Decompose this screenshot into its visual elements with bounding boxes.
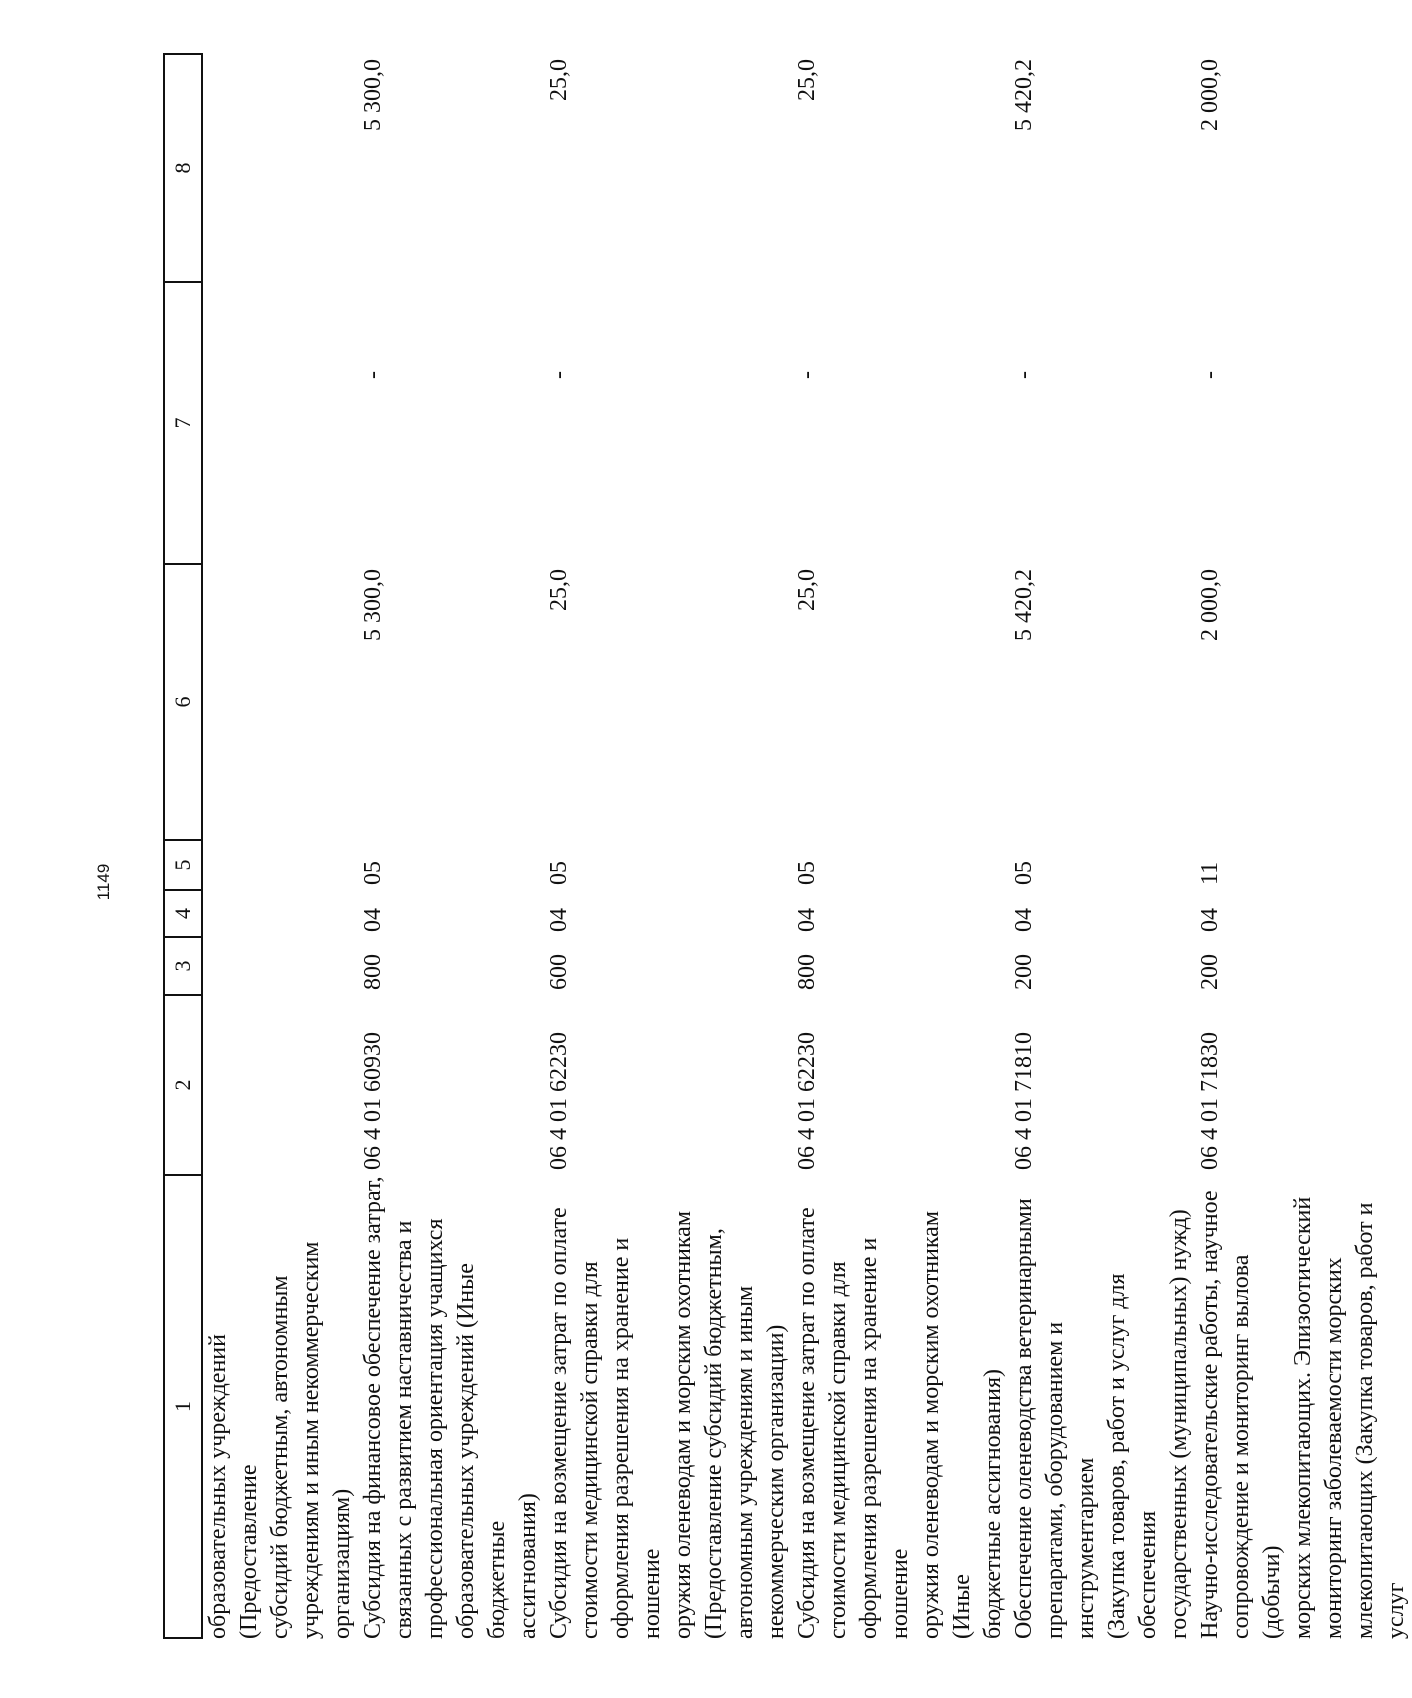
row-sum-col8: 25,0 [546,59,572,101]
header-col-4: 4 [163,889,203,936]
table-row [544,53,792,1639]
row-sum-col6: 25,0 [794,569,820,611]
header-col-6: 6 [163,563,203,839]
row-code: 06 4 01 71830 [1197,1032,1223,1170]
row-rz [203,889,358,936]
row-vr [203,936,358,994]
table-header [163,53,203,1639]
table-row [1009,53,1195,1639]
row-vr: 800 [360,954,386,990]
row-rz: 04 [360,908,386,932]
row-pr: 05 [360,861,386,885]
budget-table [163,53,1409,1639]
row-pr: 05 [1011,861,1037,885]
row-sum-col8: 2 000,0 [1197,59,1223,131]
row-sum-col7: - [794,371,820,379]
row-code: 06 4 01 62230 [794,1032,820,1170]
header-col-7: 7 [163,281,203,563]
row-sum-col8: 5 420,2 [1011,59,1037,131]
header-col-5: 5 [163,839,203,889]
row-code: 06 4 01 71810 [1011,1032,1037,1170]
header-col-3: 3 [163,936,203,994]
row-sum-col6: 5 300,0 [360,569,386,641]
row-code: 06 4 01 62230 [546,1032,572,1170]
row-description: Обеспечение оленеводства ветеринарными препаратами, оборудованием и инструментарием (Закупка товаров, работ и услуг для обеспечения государственных (муниципальных) нужд) [1011,1198,1192,1639]
row-description: Научно-исследовательские работы, научное сопровождение и мониторинг вылова (добычи) морских млекопитающих. Эпизоотический мониторинг заболеваемости морских млекопитающих (Закупка товаров, работ и услуг [1197,1190,1409,1639]
row-pr: 05 [794,861,820,885]
row-sum-col6: 5 420,2 [1011,569,1037,641]
row-sum-col6 [203,563,358,839]
row-pr: 05 [546,861,572,885]
row-vr: 200 [1197,954,1223,990]
row-vr: 800 [794,954,820,990]
row-pr: 11 [1197,861,1223,885]
row-description: Субсидия на возмещение затрат по оплате стоимости медицинской справки для оформления разрешения на хранение и ношение оружия оленеводам и морским охотникам (Предоставление субсидий бюджетным, автономным учреждениям и иным некоммерческим организации) [546,1207,789,1639]
row-sum-col7: - [1197,371,1223,379]
header-col-2: 2 [163,994,203,1174]
row-sum-col7: - [546,371,572,379]
row-rz: 04 [794,908,820,932]
row-description: образовательных учреждений (Предоставление субсидий бюджетным, автономным учреждениям и иным некоммерческим организациям) [205,1241,355,1639]
row-sum-col8 [203,53,358,281]
page-number: 1149 [94,863,113,901]
table-row [203,53,358,1639]
row-rz: 04 [1011,908,1037,932]
row-vr: 200 [1011,954,1037,990]
header-col-1: 1 [163,1174,203,1639]
row-description: Субсидия на возмещение затрат по оплате стоимости медицинской справки для оформления разрешения на хранение и ношение оружия оленеводам и морским охотникам (Иные бюджетные ассигнования) [794,1207,1006,1639]
row-sum-col6: 25,0 [546,569,572,611]
row-sum-col7: - [360,371,386,379]
row-sum-col8: 5 300,0 [360,59,386,131]
row-vr: 600 [546,954,572,990]
table-body [203,53,1412,1639]
row-rz: 04 [1197,908,1223,932]
header-col-8: 8 [163,53,203,281]
row-code [203,994,358,1174]
row-sum-col7 [203,281,358,563]
row-pr [203,839,358,889]
row-code: 06 4 01 60930 [360,1032,386,1170]
row-sum-col8: 25,0 [794,59,820,101]
row-sum-col7: - [1011,371,1037,379]
table-row [358,53,544,1639]
row-rz: 04 [546,908,572,932]
table-row [1195,53,1412,1639]
row-description: Субсидия на финансовое обеспечение затрат, связанных с развитием наставничества и профессиональная ориентация учащихся образовательных учреждений (Иные бюджетные ассигнования) [360,1176,541,1639]
row-sum-col6: 2 000,0 [1197,569,1223,641]
table-row [792,53,1009,1639]
